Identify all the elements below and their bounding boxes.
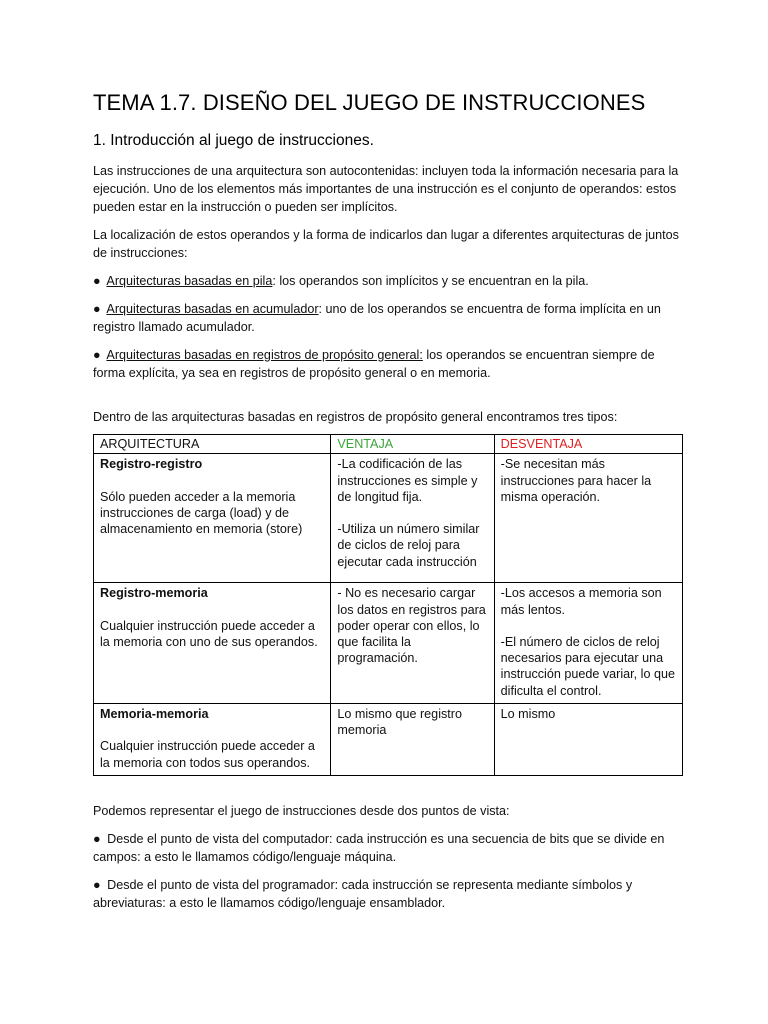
desventaja-cell <box>494 454 682 583</box>
arch-name: Memoria-memoria <box>100 707 209 722</box>
intro-paragraph: Las instrucciones de una arquitectura son autocontenidas: incluyen toda la información necesaria para la ejecución. Uno de los elementos más importantes de una instrucción es el conjunto de operandos: estos pueden estar en la instrucción o pueden ser implícitos. <box>93 164 679 214</box>
page-title: TEMA 1.7. DISEÑO DEL JUEGO DE INSTRUCCIONES <box>93 90 646 115</box>
computer-view-text: Desde el punto de vista del computador: cada instrucción es una secuencia de bits que se divide en campos: a esto le llamamos código/lenguaje máquina. <box>93 831 665 864</box>
header-ventaja: VENTAJA <box>331 435 494 454</box>
bullet-icon: ● <box>93 831 101 846</box>
desventaja-text: -Se necesitan más instrucciones para hacer la misma operación. <box>500 457 652 504</box>
stack-term: Arquitecturas basadas en pila <box>106 274 273 288</box>
arch-desc: Cualquier instrucción puede acceder a la memoria con todos sus operandos. <box>100 739 315 770</box>
bullet-icon: ● <box>93 274 101 288</box>
header-arquitectura: ARQUITECTURA <box>94 435 331 454</box>
section-heading: 1. Introducción al juego de instrucciones. <box>93 132 374 149</box>
bullet-computer-view <box>93 830 683 866</box>
desventaja-text: -Los accesos a memoria son más lentos. <box>500 586 662 617</box>
bullet-icon: ● <box>93 877 101 892</box>
programmer-view-text: Desde el punto de vista del programador: cada instrucción se representa mediante símbolos y abreviaturas: a esto le llamamos código/lenguaje ensamblador. <box>93 877 633 910</box>
bullet-stack <box>93 272 683 290</box>
document-page <box>93 88 683 912</box>
desventaja-text: Lo mismo <box>500 707 556 722</box>
ventaja-text: - No es necesario cargar los datos en registros para poder operar con ellos, lo que facilita la programación. <box>337 586 486 666</box>
desventaja-cell <box>494 704 682 776</box>
table-row <box>94 704 683 776</box>
representation-paragraph: Podemos representar el juego de instrucciones desde dos puntos de vista: <box>93 803 510 818</box>
ventaja-text: Lo mismo que registro memoria <box>337 707 462 738</box>
ventaja-cell <box>331 704 494 776</box>
desventaja-cell <box>494 583 682 704</box>
table-row <box>94 454 683 583</box>
ventaja-cell <box>331 454 494 583</box>
arch-cell <box>94 454 331 583</box>
bullet-icon: ● <box>93 348 101 362</box>
bullet-accumulator <box>93 300 683 336</box>
arch-desc: Sólo pueden acceder a la memoria instrucciones de carga (load) y de almacenamiento en memoria (store) <box>100 489 303 537</box>
desventaja-text: -El número de ciclos de reloj necesarios para ejecutar una instrucción puede variar, lo que dificulta el control. <box>500 634 675 698</box>
stack-text: : los operandos son implícitos y se encuentran en la pila. <box>272 274 589 288</box>
accumulator-text: : uno de los operandos se encuentra de forma implícita en un registro llamado acumulador. <box>93 302 661 334</box>
arch-desc: Cualquier instrucción puede acceder a la memoria con uno de sus operandos. <box>100 618 318 649</box>
arch-name: Registro-registro <box>100 457 203 472</box>
table-header-row <box>94 435 683 454</box>
location-paragraph: La localización de estos operandos y la forma de indicarlos dan lugar a diferentes arquitecturas de juntos de instrucciones: <box>93 228 679 260</box>
table-row <box>94 583 683 704</box>
bullet-general-registers <box>93 346 683 382</box>
bullet-programmer-view <box>93 876 683 912</box>
ventaja-text: -Utiliza un número similar de ciclos de reloj para ejecutar cada instrucción <box>337 522 480 569</box>
general-registers-text: los operandos se encuentran siempre de forma explícita, ya sea en registros de propósito general o en memoria. <box>93 348 655 380</box>
ventaja-text: -La codificación de las instrucciones es simple y de longitud fija. <box>337 457 478 504</box>
architecture-table <box>93 434 683 776</box>
arch-cell <box>94 583 331 704</box>
types-paragraph: Dentro de las arquitecturas basadas en registros de propósito general encontramos tres tipos: <box>93 410 618 424</box>
arch-name: Registro-memoria <box>100 586 208 601</box>
bullet-icon: ● <box>93 302 101 316</box>
arch-cell <box>94 704 331 776</box>
general-registers-term: Arquitecturas basadas en registros de propósito general: <box>106 348 423 362</box>
spacer <box>93 382 683 408</box>
header-desventaja: DESVENTAJA <box>494 435 682 454</box>
ventaja-cell <box>331 583 494 704</box>
accumulator-term: Arquitecturas basadas en acumulador <box>106 302 319 316</box>
